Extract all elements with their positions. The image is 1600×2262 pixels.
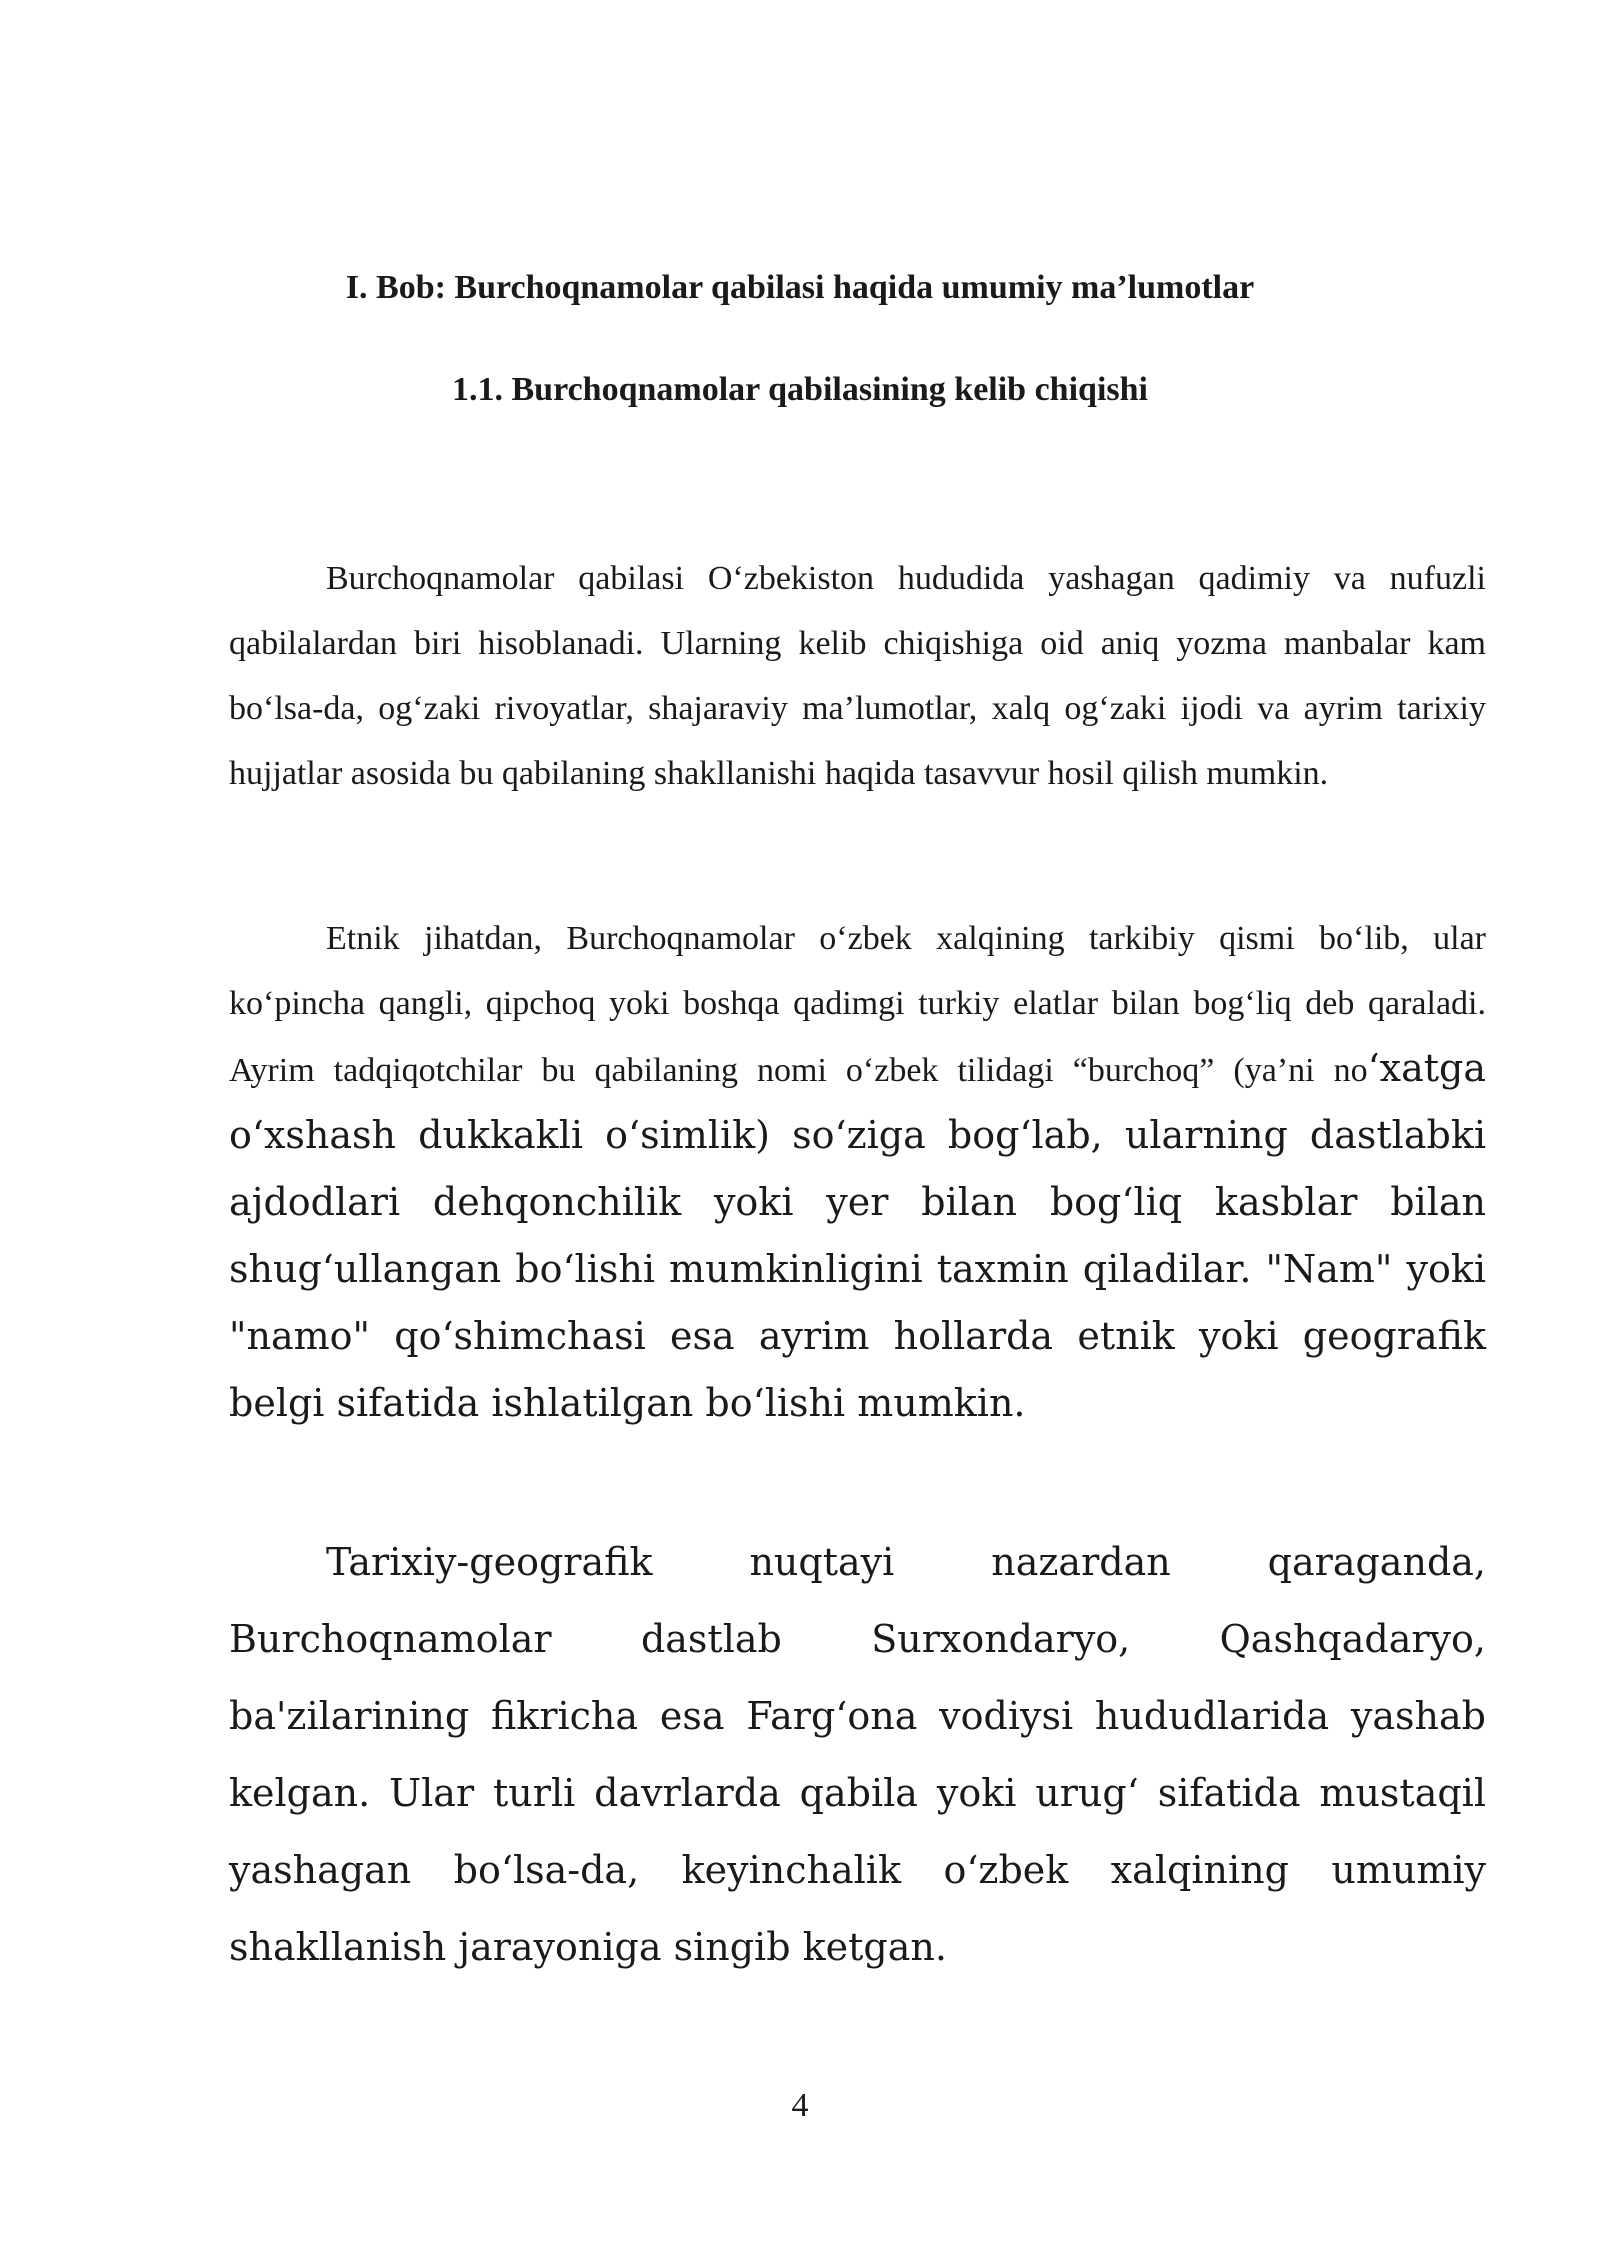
paragraph-ethnic-aspect	[229, 906, 1486, 1438]
page-number: 4	[791, 2087, 809, 2124]
paragraph-origin-intro: Burchoqnamolar qabilasi O‘zbekiston hududida yashagan qadimiy va nufuzli qabilalardan biri hisoblanadi. Ularning kelib chiqishiga oid aniq yozma manbalar kam bo‘lsa-da, og‘zaki rivoyatlar, shajaraviy ma’lumotlar, xalq og‘zaki ijodi va ayrim tarixiy hujjatlar asosida bu qabilaning shakllanishi haqida tasavvur hosil qilish mumkin.	[229, 560, 1486, 792]
paragraph-ethnic-aspect-part1: Etnik jihatdan, Burchoqnamolar o‘zbek xalqining tarkibiy qismi bo‘lib, ular ko‘pincha qangli, qipchoq yoki boshqa qadimgi turkiy elatlar bilan bog‘liq deb qaraladi. Ayrim tadqiqotchilar bu qabilaning nomi o‘zbek tilidagi “burchoq” (ya’ni no	[229, 920, 1486, 1089]
section-title: 1.1. Burchoqnamolar qabilasining kelib chiqishi	[452, 371, 1148, 408]
paragraph-historical-geography: Tarixiy-geografik nuqtayi nazardan qaraganda, Burchoqnamolar dastlab Surxondaryo, Qashqadaryo, ba'zilarining fikricha esa Farg‘ona vodiysi hududlarida yashab kelgan. Ular turli davrlarda qabila yoki urug‘ sifatida mustaqil yashagan bo‘lsa-da, keyinchalik o‘zbek xalqining umumiy shakllanish jarayoniga singib ketgan.	[229, 1540, 1486, 1969]
chapter-title: I. Bob: Burchoqnamolar qabilasi haqida umumiy ma’lumotlar	[345, 269, 1255, 306]
paragraph-ethnic-aspect-part2: ‘xatga o‘xshash dukkakli o‘simlik) so‘ziga bog‘lab, ularning dastlabki ajdodlari dehqonchilik yoki yer bilan bog‘liq kasblar bilan shug‘ullangan bo‘lishi mumkinligini taxmin qiladilar. "Nam" yoki "namo" qo‘shimchasi esa ayrim hollarda etnik yoki geografik belgi sifatida ishlatilgan bo‘lishi mumkin.	[229, 1046, 1486, 1425]
